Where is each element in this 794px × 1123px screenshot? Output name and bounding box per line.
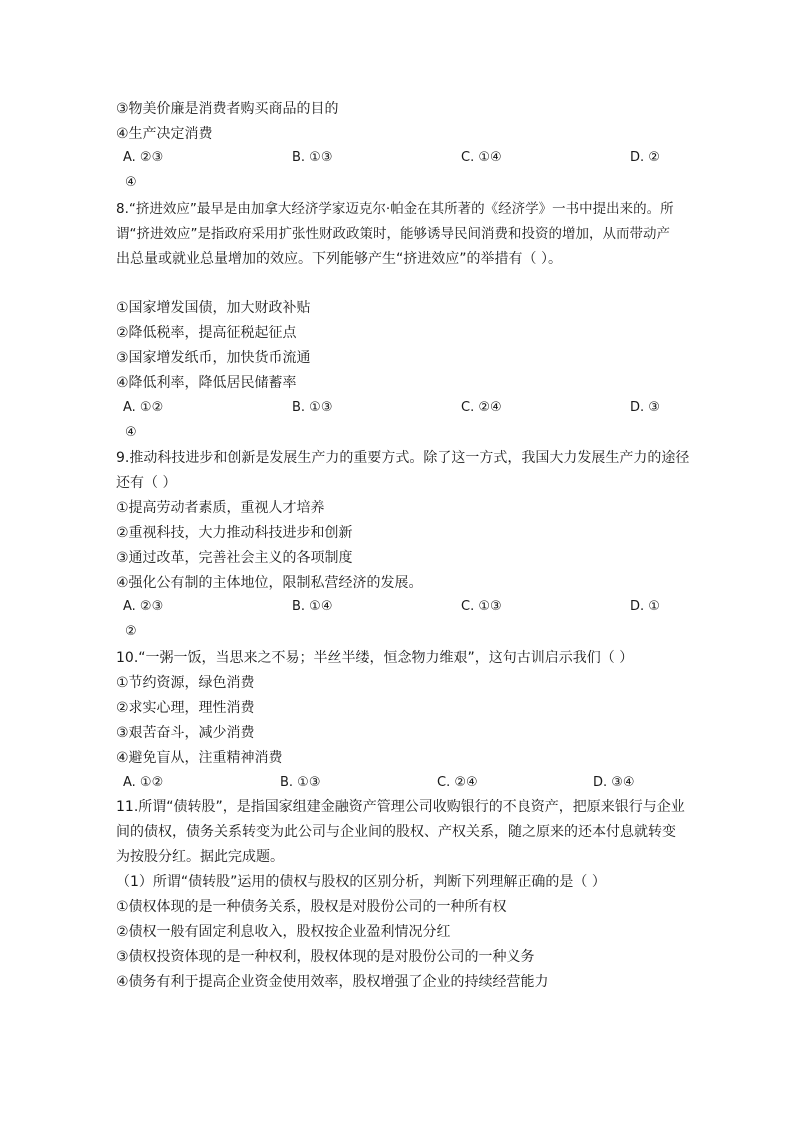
q9-item-1: ①提高劳动者素质，重视人才培养 (116, 500, 325, 516)
q11-stem-line-1: 11.所谓“债转股”，是指国家组建金融资产管理公司收购银行的不良资产，把原来银行与企业 (116, 799, 685, 815)
q8-option-b: B. ①③ (292, 400, 333, 415)
q11-item-4: ④债务有利于提高企业资金使用效率，股权增强了企业的持续经营能力 (116, 974, 549, 990)
q9-option-b: B. ①④ (292, 599, 333, 614)
q9-option-d-wrap: ② (125, 624, 137, 639)
q10-stem: 10.“一粥一饭，当思来之不易；半丝半缕，恒念物力维艰”，这句古训启示我们（ ） (116, 650, 634, 666)
q8-option-c: C. ②④ (461, 400, 502, 415)
q10-option-c: C. ②④ (437, 775, 478, 790)
q8-stem-line-1: 8.“挤进效应”最早是由加拿大经济学家迈克尔·帕金在其所著的《经济学》一书中提出来的。所 (116, 201, 674, 217)
q10-item-2: ②求实心理，理性消费 (116, 700, 255, 716)
q10-item-4: ④避免盲从，注重精神消费 (116, 750, 283, 766)
q9-item-2: ②重视科技，大力推动科技进步和创新 (116, 525, 353, 541)
q7-option-d-wrap: ④ (125, 175, 137, 190)
q9-option-c: C. ①③ (461, 599, 502, 614)
q8-option-d: D. ③ (630, 400, 660, 415)
q8-item-4: ④降低利率，降低居民储蓄率 (116, 375, 297, 391)
q9-stem-line-1: 9.推动科技进步和创新是发展生产力的重要方式。除了这一方式，我国大力发展生产力的途径 (116, 450, 690, 466)
q8-item-3: ③国家增发纸币，加快货币流通 (116, 350, 311, 366)
q8-option-d-wrap: ④ (125, 425, 137, 440)
q8-item-2: ②降低税率，提高征税起征点 (116, 325, 297, 341)
q11-stem-line-3: 为按股分红。据此完成题。 (116, 849, 284, 865)
q11-item-2: ②债权一般有固定利息收入，股权按企业盈利情况分红 (116, 924, 451, 940)
q9-option-a: A. ②③ (123, 599, 164, 614)
q9-option-d: D. ① (630, 599, 660, 614)
q8-stem-line-3: 出总量或就业总量增加的效应。下列能够产生“挤进效应”的举措有（ ）。 (116, 251, 562, 267)
q7-option-b: B. ①③ (292, 150, 333, 165)
q8-stem-line-2: 谓“挤进效应”是指政府采用扩张性财政政策时，能够诱导民间消费和投资的增加，从而带动产 (116, 226, 670, 242)
q8-option-a: A. ①② (123, 400, 164, 415)
q7-option-c: C. ①④ (461, 150, 502, 165)
q9-item-4: ④强化公有制的主体地位，限制私营经济的发展。 (116, 575, 423, 591)
q10-option-b: B. ①③ (280, 775, 321, 790)
q7-option-d: D. ② (630, 150, 660, 165)
q11-stem-line-2: 间的债权，债务关系转变为此公司与企业间的股权、产权关系，随之原来的还本付息就转变 (116, 824, 676, 840)
q10-item-1: ①节约资源，绿色消费 (116, 675, 255, 691)
q10-option-d: D. ③④ (593, 775, 635, 790)
q8-item-1: ①国家增发国债，加大财政补贴 (116, 300, 311, 316)
q7-option-a: A. ②③ (123, 150, 164, 165)
q7-item-4: ④生产决定消费 (116, 126, 213, 142)
q10-item-3: ③艰苦奋斗，减少消费 (116, 725, 255, 741)
q11-sub-question: （1）所谓“债转股”运用的债权与股权的区别分析，判断下列理解正确的是（ ） (116, 874, 606, 890)
q9-stem-line-2: 还有（ ） (116, 475, 177, 491)
q10-option-a: A. ①② (123, 775, 164, 790)
q7-item-3: ③物美价廉是消费者购买商品的目的 (116, 101, 339, 117)
q11-item-1: ①债权体现的是一种债务关系，股权是对股份公司的一种所有权 (116, 899, 507, 915)
q9-item-3: ③通过改革，完善社会主义的各项制度 (116, 550, 353, 566)
q11-item-3: ③债权投资体现的是一种权利，股权体现的是对股份公司的一种义务 (116, 949, 535, 965)
